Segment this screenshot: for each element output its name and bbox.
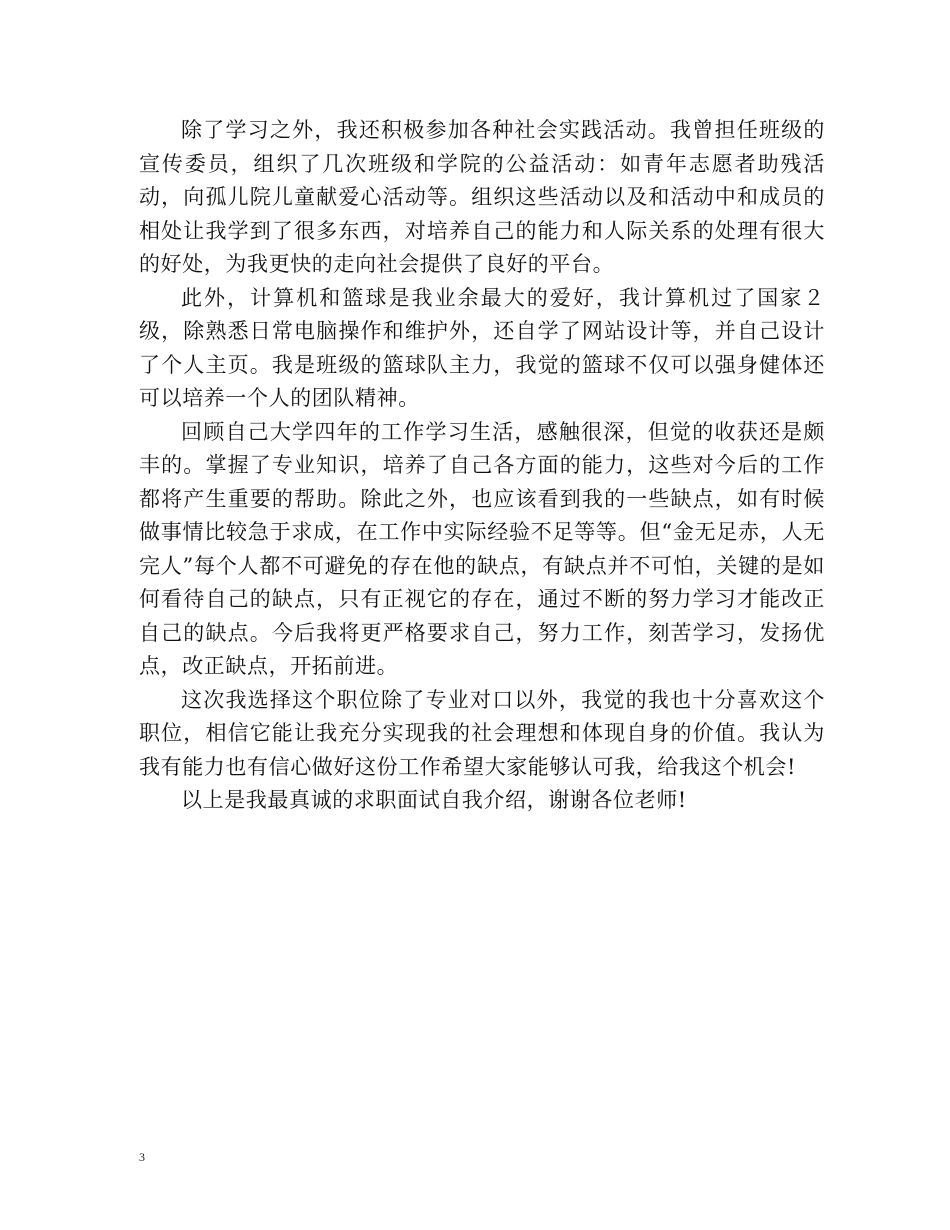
page-number: 3 [139,1150,145,1164]
paragraph-closing: 以上是我最真诚的求职面试自我介绍，谢谢各位老师! [181,788,687,812]
paragraph-social-practice: 除了学习之外，我还积极参加各种社会实践活动。我曾担任班级的宣传委员，组织了几次班级和学院的公益活动：如青年志愿者助残活动，向孤儿院儿童献爱心活动等。组织这些活动以及和活动中和成员的相处让我学到了很多东西，对培养自己的能力和人际关系的处理有很大的好处，为我更快的走向社会提供了良好的平台。 [139,118,825,276]
document-body [139,114,825,818]
paragraph-position-choice: 这次我选择这个职位除了专业对口以外，我觉的我也十分喜欢这个职位，相信它能让我充分实现我的社会理想和体现自身的价值。我认为我有能力也有信心做好这份工作希望大家能够认可我，给我这个机会! [139,687,825,779]
paragraph-hobbies: 此外，计算机和篮球是我业余最大的爱好，我计算机过了国家２级，除熟悉日常电脑操作和维护外，还自学了网站设计等，并自己设计了个人主页。我是班级的篮球队主力，我觉的篮球不仅可以强身健体还可以培养一个人的团队精神。 [139,285,825,410]
paragraph-reflection: 回顾自己大学四年的工作学习生活，感触很深，但觉的收获还是颇丰的。掌握了专业知识，培养了自己各方面的能力，这些对今后的工作都将产生重要的帮助。除此之外，也应该看到我的一些缺点，如有时候做事情比较急于求成，在工作中实际经验不足等等。但“金无足赤，人无完人”每个人都不可避免的存在他的缺点，有缺点并不可怕，关键的是如何看待自己的缺点，只有正视它的存在，通过不断的努力学习才能改正自己的缺点。今后我将更严格要求自己，努力工作，刻苦学习，发扬优点，改正缺点，开拓前进。 [139,419,825,678]
